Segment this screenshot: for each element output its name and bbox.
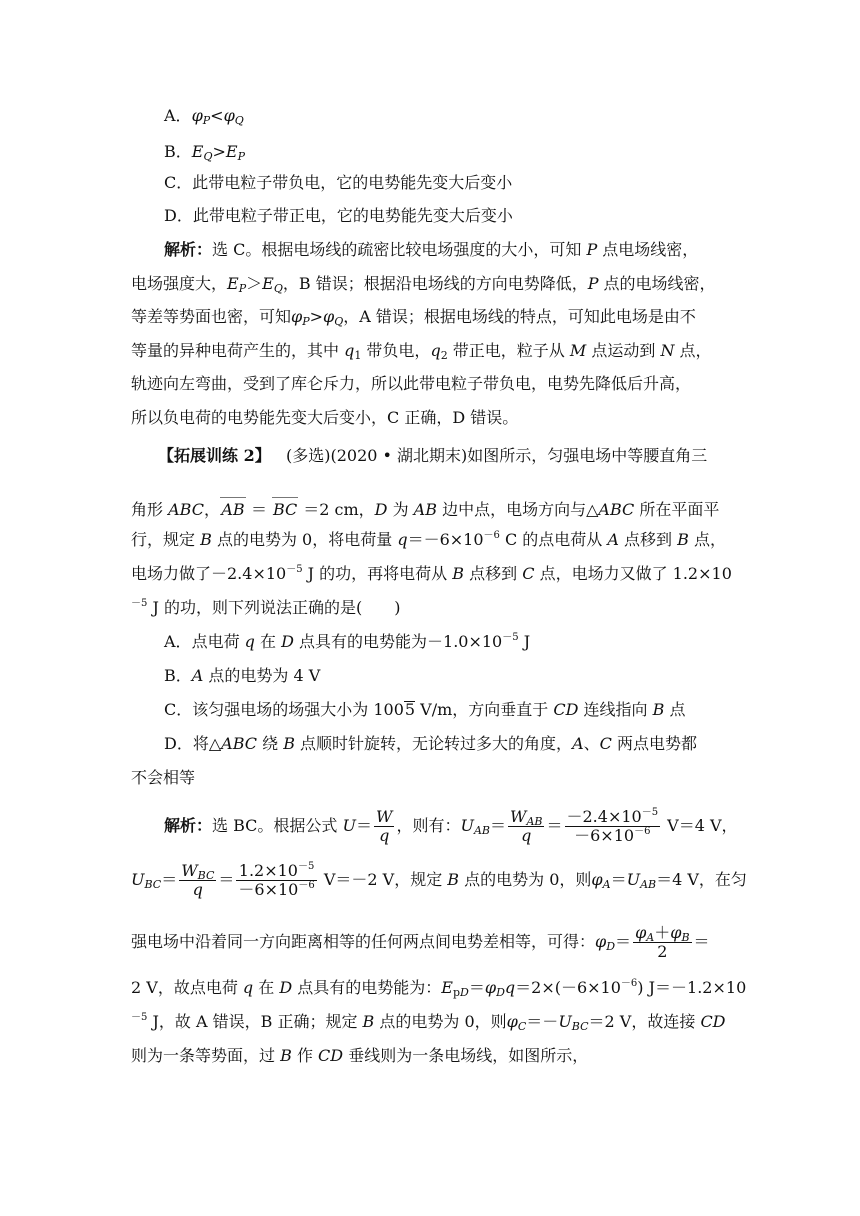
option-b: B．A 点的电势为 4 V — [164, 666, 321, 685]
option-c-prev: C．此带电粒子带负电，它的电势能先变大后变小 — [164, 173, 513, 192]
option-c: C．该匀强电场的场强大小为 1005 V/m，方向垂直于 CD 连线指向 B 点 — [164, 700, 686, 719]
option-a: A．点电荷 q 在 D 点具有的电势能为$-1.0\times 10^{-5}$ J — [164, 632, 531, 651]
analysis1-line-1: 解析：选 C。根据电场线的疏密比较电场强度的大小，可知 P 点电场线密， — [164, 240, 699, 259]
analysis2-line-6: 则为一条等势面，过 B 作 CD 垂线则为一条电场线，如图所示， — [131, 1046, 589, 1065]
problem2-line-5: $^{-5}$ J 的功，则下列说法正确的是( ) — [131, 598, 401, 617]
problem2-line-4: 电场力做了$-2.4\times 10^{-5}$ J 的功，再将电荷从 B 点移到 C 点，电场力又做了 1.2×10 — [131, 564, 732, 583]
analysis1-line-2: 电场强度大，$E_P>E_Q$，B 错误；根据沿电场线的方向电势降低，P 点的电场线密， — [131, 274, 716, 295]
problem2-line-2: 角形 ABC， AB ＝ BC ＝2 cm，D 为 AB 边中点，电场方向与△ABC 所在平面平 — [131, 497, 719, 520]
analysis1-line-6: 所以负电荷的电势能先变大后变小，C 正确，D 错误。 — [131, 408, 519, 427]
option-a-prev: A．$\varphi_P<\varphi_Q$ — [164, 106, 244, 127]
analysis1-line-4: 等量的异种电荷产生的，其中 $q_1$ 带负电，$q_2$ 带正电，粒子从 M 点运动到 N 点， — [131, 341, 712, 362]
option-d-prev: D．此带电粒子带正电，它的电势能先变大后变小 — [164, 206, 513, 225]
option-b-prev: B．$E_Q>E_P$ — [164, 142, 245, 163]
analysis2-line-1: 解析：选 BC。根据公式 U＝ $\frac{W}{q}$ ，则有：$U_{AB}=$ $\frac{W_{AB}}{q}$ ＝ $\frac{-2.4\times 10^{-5}}{-6\times 10^{-6}}$ V＝4 V， — [164, 807, 738, 845]
analysis1-line-5: 轨迹向左弯曲，受到了库仑斥力，所以此带电粒子带负电，电势先降低后升高， — [131, 374, 692, 393]
problem2-line-1: 【拓展训练 2】 (多选)(2020 • 湖北期末)如图所示，匀强电场中等腰直角三 — [158, 446, 708, 465]
problem2-line-3: 行，规定 B 点的电势为 0，将电荷量 $q=-6\times 10^{-6}$ C 的点电荷从 A 点移到 B 点， — [131, 530, 727, 549]
option-d-continuation: 不会相等 — [131, 768, 196, 787]
analysis1-line-3: 等差等势面也密，可知$\varphi_P>\varphi_Q$，A 错误；根据电场线的特点，可知此电场是由不 — [131, 307, 696, 328]
analysis2-line-4: 2 V，故点电荷 q 在 D 点具有的电势能为：$E_{pD}=\varphi_Dq=2\times(-6\times 10^{-6})$ J＝－1.2×10 — [131, 978, 747, 999]
analysis2-line-3: 强电场中沿着同一方向距离相等的任何两点间电势差相等，可得：$\varphi_D=$ $\frac{\varphi_A+\varphi_B}{2}$ ＝ — [131, 923, 710, 961]
analysis2-line-5: $^{-5}$ J，故 A 错误，B 正确；规定 B 点的电势为 0，则$\varphi_C=-U_{BC}=2$ V，故连接 CD — [131, 1012, 726, 1033]
analysis2-line-2: $U_{BC}=$ $\frac{W_{BC}}{q}$ ＝ $\frac{1.2\times 10^{-5}}{-6\times 10^{-6}}$ V＝－2 V，规定 B 点的电势为 0，则$\varphi_A=U_{AB}=4$ V，在匀 — [131, 861, 747, 899]
option-d: D．将△ABC 绕 B 点顺时针旋转，无论转过多大的角度，A、C 两点电势都 — [164, 734, 697, 753]
